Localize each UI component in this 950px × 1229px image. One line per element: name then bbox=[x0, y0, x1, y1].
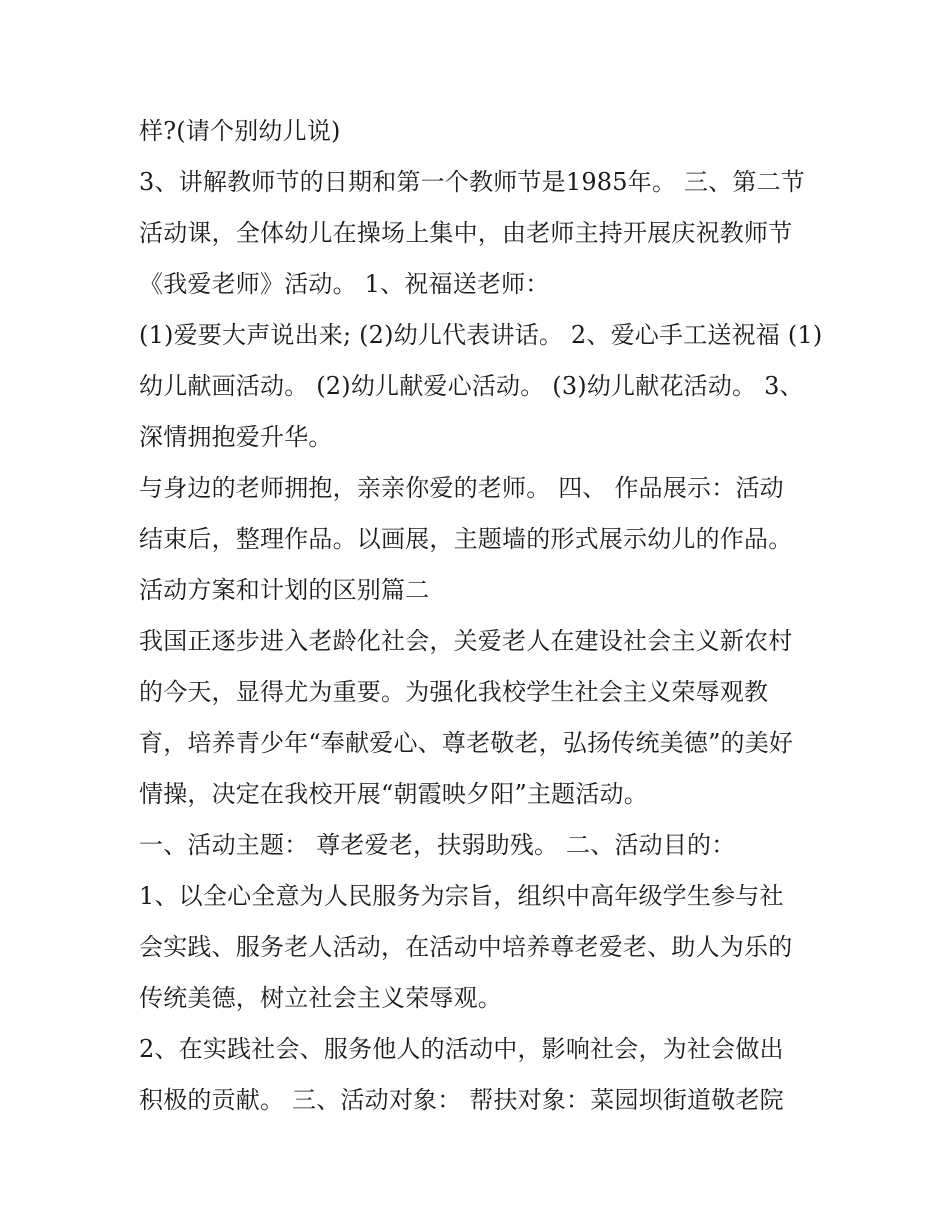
text-line: 活动课，全体幼儿在操场上集中，由老师主持开展庆祝教师节 bbox=[139, 219, 793, 247]
text-line: 我国正逐步进入老龄化社会，关爱老人在建设社会主义新农村 bbox=[139, 627, 793, 655]
text-line: 结束后，整理作品。以画展，主题墙的形式展示幼儿的作品。 bbox=[139, 525, 793, 553]
text-line: 情操，决定在我校开展“朝霞映夕阳”主题活动。 bbox=[139, 780, 648, 808]
text-line: 一、活动主题： 尊老爱老，扶弱助残。 二、活动目的： bbox=[139, 831, 736, 859]
text-line: 2、在实践社会、服务他人的活动中，影响社会，为社会做出 bbox=[139, 1035, 784, 1063]
text-line: 积极的贡献。 三、活动对象： 帮扶对象：菜园坝街道敬老院 bbox=[139, 1086, 784, 1114]
text-line: 的今天，显得尤为重要。为强化我校学生社会主义荣辱观教 bbox=[139, 678, 769, 706]
text-line: 3、讲解教师节的日期和第一个教师节是1985年。 三、第二节 bbox=[139, 168, 805, 196]
text-line: 1、以全心全意为人民服务为宗旨，组织中高年级学生参与社 bbox=[139, 882, 784, 910]
text-line: 深情拥抱爱升华。 bbox=[139, 423, 333, 451]
text-line: 会实践、服务老人活动，在活动中培养尊老爱老、助人为乐的 bbox=[139, 933, 793, 961]
document-body bbox=[139, 106, 829, 1126]
text-line: 传统美德，树立社会主义荣辱观。 bbox=[139, 984, 502, 1012]
text-line: 样?(请个别幼儿说) bbox=[139, 117, 341, 145]
text-line: 幼儿献画活动。 (2)幼儿献爱心活动。 (3)幼儿献花活动。 3、 bbox=[139, 372, 804, 400]
text-line: 与身边的老师拥抱，亲亲你爱的老师。 四、 作品展示：活动 bbox=[139, 474, 784, 502]
text-line: (1)爱要大声说出来; (2)幼儿代表讲话。 2、爱心手工送祝福 (1) bbox=[139, 321, 823, 349]
text-line: 育，培养青少年“奉献爱心、尊老敬老，弘扬传统美德”的美好 bbox=[139, 729, 794, 757]
section-heading: 活动方案和计划的区别篇二 bbox=[139, 576, 430, 604]
text-line: 《我爱老师》活动。 1、祝福送老师： bbox=[139, 270, 550, 298]
